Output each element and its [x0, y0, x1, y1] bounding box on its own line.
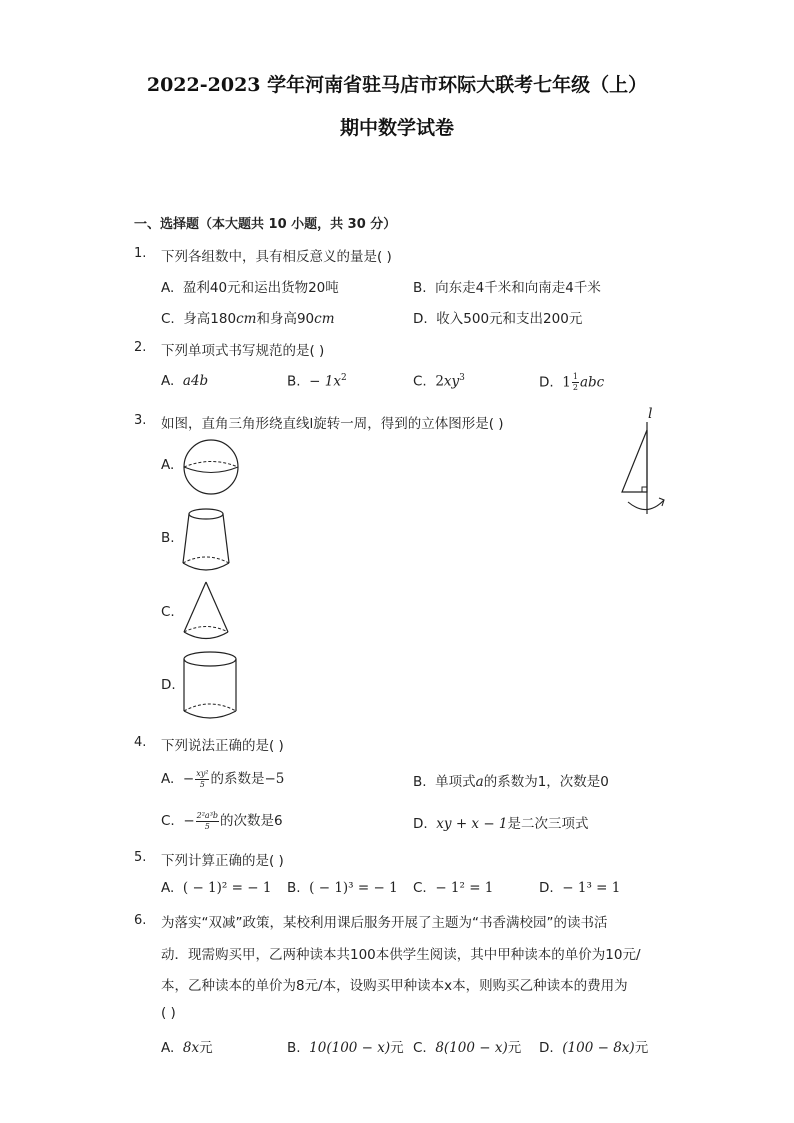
question-1-option-c[interactable] [161, 307, 335, 327]
option-expr: (100 − 8x) [562, 1040, 635, 1056]
option-expr: a4b [182, 373, 209, 389]
option-text: 的次数是6 [220, 813, 283, 829]
option-label: C. [161, 813, 175, 829]
question-5-option-b[interactable] [287, 880, 398, 896]
question-2-text: 下列单项式书写规范的是( ) [161, 343, 325, 359]
option-label: D. [413, 311, 428, 327]
fraction-denominator: 5 [204, 821, 210, 831]
question-6-line-2: 动．现需购买甲，乙两种读本共100本供学生阅读，其中甲种读本的单价为10元/ [161, 947, 641, 963]
question-4-option-d[interactable] [413, 812, 589, 832]
option-text: 向东走4千米和向南走4千米 [435, 280, 601, 296]
question-5-option-a[interactable] [161, 880, 271, 896]
question-6-line-4: ( ) [161, 1005, 176, 1021]
question-4-option-c[interactable] [161, 809, 283, 831]
option-expr: abc [579, 374, 605, 391]
option-expr: − 1² = 1 [435, 880, 494, 896]
option-label: B. [413, 774, 427, 790]
option-label: A. [161, 880, 175, 896]
question-1-number: 1. [134, 246, 147, 261]
question-3-number: 3. [134, 413, 147, 428]
fraction-numerator: 1 [572, 372, 578, 381]
question-3-option-d-label[interactable]: D. [161, 677, 176, 693]
option-label: B. [287, 880, 301, 896]
option-expr: 10(100 − x) [309, 1040, 391, 1056]
question-4-text: 下列说法正确的是( ) [161, 738, 284, 754]
question-1-option-b[interactable] [413, 276, 601, 296]
exam-title-line2: 期中数学试卷 [339, 117, 454, 139]
unit: cm [236, 311, 257, 327]
option-label: B. [287, 1040, 301, 1056]
question-3-option-a-label[interactable]: A. [161, 457, 175, 473]
option-text: 元 [507, 1040, 522, 1056]
question-1-option-a[interactable] [161, 276, 339, 296]
exam-title-line1: 2022-2023 学年河南省驻马店市环际大联考七年级（上） [146, 74, 648, 96]
fraction-denominator: 5 [199, 779, 205, 789]
question-6-line-3: 本，乙种读本的单价为8元/本，设购买甲种读本x本，则购买乙种读本的费用为 [161, 978, 628, 994]
option-expr: xy + x − 1 [436, 816, 508, 832]
question-2-option-d[interactable] [539, 373, 604, 392]
axis-label-l: l [648, 406, 653, 422]
option-label: A. [161, 1040, 175, 1056]
option-text: 元 [390, 1040, 404, 1056]
section-heading: 一、选择题（本大题共 10 小题，共 30 分） [134, 217, 397, 232]
option-text: 的系数是 [210, 771, 265, 787]
variable: a [475, 774, 484, 790]
option-text-mid: 和身高90 [256, 311, 315, 327]
option-label: A. [161, 280, 175, 296]
option-label: C. [161, 311, 175, 327]
unit: cm [314, 311, 335, 327]
whole-part: 1 [562, 374, 571, 391]
option-text-pre: 单项式 [435, 774, 476, 790]
cylinder-shape[interactable] [182, 650, 240, 722]
question-1-text: 下列各组数中，具有相反意义的量是( ) [161, 249, 392, 265]
question-2-number: 2. [134, 340, 147, 355]
frustum-shape[interactable] [181, 505, 233, 573]
option-text: 收入500元和支出200元 [436, 311, 583, 327]
question-4-option-a[interactable] [161, 767, 284, 789]
question-4-number: 4. [134, 735, 147, 750]
option-label: D. [539, 374, 554, 391]
question-6-line-1: 为落实“双减”政策，某校利用课后服务开展了主题为“书香满校园”的读书活 [161, 915, 608, 931]
question-2-option-a[interactable] [161, 373, 208, 389]
minus-sign: − [183, 813, 195, 829]
coefficient: 2 [435, 373, 444, 390]
option-label: B. [287, 373, 301, 390]
option-text-post: 的系数为1，次数是0 [483, 774, 609, 790]
question-3-option-c-label[interactable]: C. [161, 604, 175, 620]
option-expr: ( − 1)³ = − 1 [309, 880, 398, 896]
option-text-pre: 身高180 [183, 311, 237, 327]
question-6-option-d[interactable] [539, 1036, 648, 1056]
fraction-denominator: 2 [572, 383, 578, 392]
fraction [572, 373, 579, 392]
option-label: A. [161, 373, 175, 389]
option-expr: ( − 1)² = − 1 [182, 880, 272, 896]
option-label: D. [413, 816, 428, 832]
question-6-option-a[interactable] [161, 1036, 213, 1056]
option-text: 元 [199, 1040, 213, 1056]
minus-sign: − [182, 771, 195, 787]
question-5-text: 下列计算正确的是( ) [161, 853, 284, 869]
question-6-option-c[interactable] [413, 1036, 521, 1056]
question-3-text: 如图，直角三角形绕直线l旋转一周，得到的立体图形是( ) [161, 416, 504, 432]
question-4-option-b[interactable] [413, 770, 609, 790]
question-2-option-c[interactable] [413, 373, 465, 390]
fraction [195, 770, 209, 789]
option-text: 是二次三项式 [507, 816, 589, 832]
option-label: B. [413, 280, 427, 296]
option-text: 元 [634, 1040, 649, 1056]
right-triangle-rotation-figure [612, 420, 672, 520]
option-label: D. [539, 880, 554, 896]
option-value: −5 [264, 771, 285, 787]
option-label: C. [413, 373, 427, 390]
sphere-shape[interactable] [182, 438, 242, 496]
fraction-numerator: xy² [196, 768, 209, 778]
question-1-option-d[interactable] [413, 307, 582, 327]
question-6-number: 6. [134, 913, 147, 928]
option-expr: xy [443, 373, 460, 390]
question-3-option-b-label[interactable]: B. [161, 530, 175, 546]
question-6-option-b[interactable] [287, 1036, 404, 1056]
question-5-option-d[interactable] [539, 880, 620, 896]
question-2-option-b[interactable] [287, 373, 347, 390]
cone-shape[interactable] [181, 580, 233, 642]
option-label: A. [161, 771, 175, 787]
fraction-numerator: 2²a³b [196, 810, 219, 820]
option-expr: 8x [182, 1040, 200, 1056]
fraction [196, 812, 219, 831]
option-expr: − 1³ = 1 [562, 880, 621, 896]
exponent: 3 [459, 373, 465, 383]
option-text: 盈利40元和运出货物20吨 [182, 280, 339, 296]
option-label: C. [413, 1040, 427, 1056]
option-label: C. [413, 880, 427, 896]
question-5-option-c[interactable] [413, 880, 493, 896]
option-expr: 8(100 − x) [435, 1040, 508, 1056]
exponent: 2 [340, 373, 347, 383]
option-label: D. [539, 1040, 554, 1056]
question-5-number: 5. [134, 850, 147, 865]
option-expr: − 1x [309, 373, 341, 390]
